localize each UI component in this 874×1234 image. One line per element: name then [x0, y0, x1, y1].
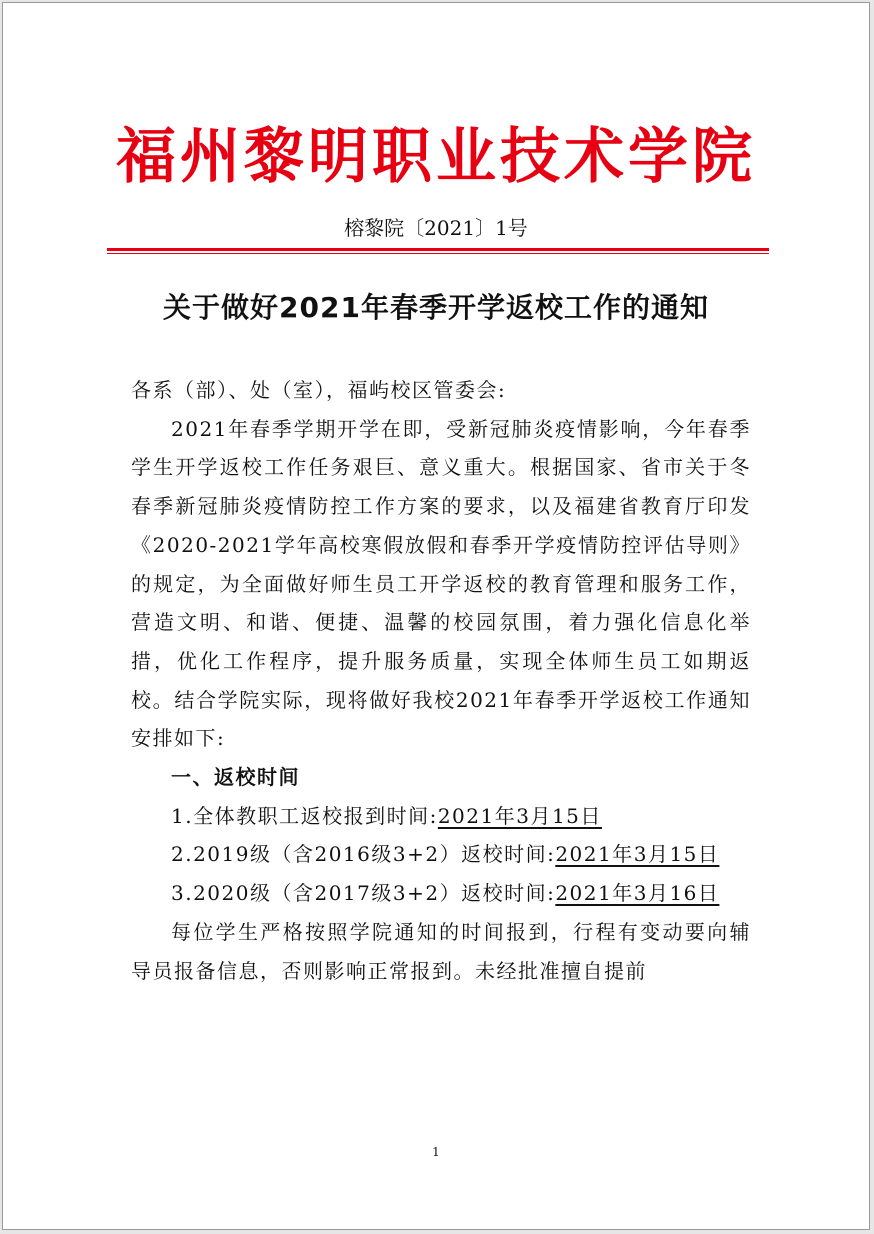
item-date: 2021年3月15日: [555, 842, 720, 867]
item-label: 2.2019级（含2016级3+2）返校时间:: [171, 842, 556, 867]
salutation: 各系（部）、处（室），福屿校区管委会:: [131, 378, 507, 402]
red-divider-thin: [107, 253, 769, 254]
notice-title: 关于做好2021年春季开学返校工作的通知: [163, 291, 709, 324]
note-paragraph: 每位学生严格按照学院通知的时间报到，行程有变动要向辅导员报备信息，否则影响正常报到。未经批准擅自提前: [131, 919, 751, 983]
list-item: [131, 835, 751, 874]
document-body: [131, 371, 751, 990]
intro-paragraph: 2021年春季学期开学在即，受新冠肺炎疫情影响，今年春季学生开学返校工作任务艰巨、意义重大。根据国家、省市关于冬春季新冠肺炎疫情防控工作方案的要求，以及福建省教育厅印发《2020-2021学年高校寒假放假和春季开学疫情防控评估导则》的规定，为全面做好师生员工开学返校的教育管理和服务工作，营造文明、和谐、便捷、温馨的校园氛围，着力强化信息化举措，优化工作程序，提升服务质量，实现全体师生员工如期返校。结合学院实际，现将做好我校2021年春季开学返校工作通知安排如下:: [131, 416, 751, 751]
document-number: 榕黎院〔2021〕1号: [344, 216, 528, 240]
item-date: 2021年3月16日: [555, 881, 720, 906]
section-heading: 一、返校时间: [171, 765, 300, 790]
red-divider-thick: [107, 248, 769, 251]
page-number: 1: [432, 1145, 440, 1159]
institution-header: 福州黎明职业技术学院: [116, 122, 756, 192]
item-label: 3.2020级（含2017级3+2）返校时间:: [171, 881, 556, 906]
document-page: [2, 2, 870, 1230]
list-item: [131, 874, 751, 913]
list-item: [131, 797, 751, 836]
item-date: 2021年3月15日: [437, 803, 602, 828]
item-label: 1.全体教职工返校报到时间:: [171, 803, 438, 828]
